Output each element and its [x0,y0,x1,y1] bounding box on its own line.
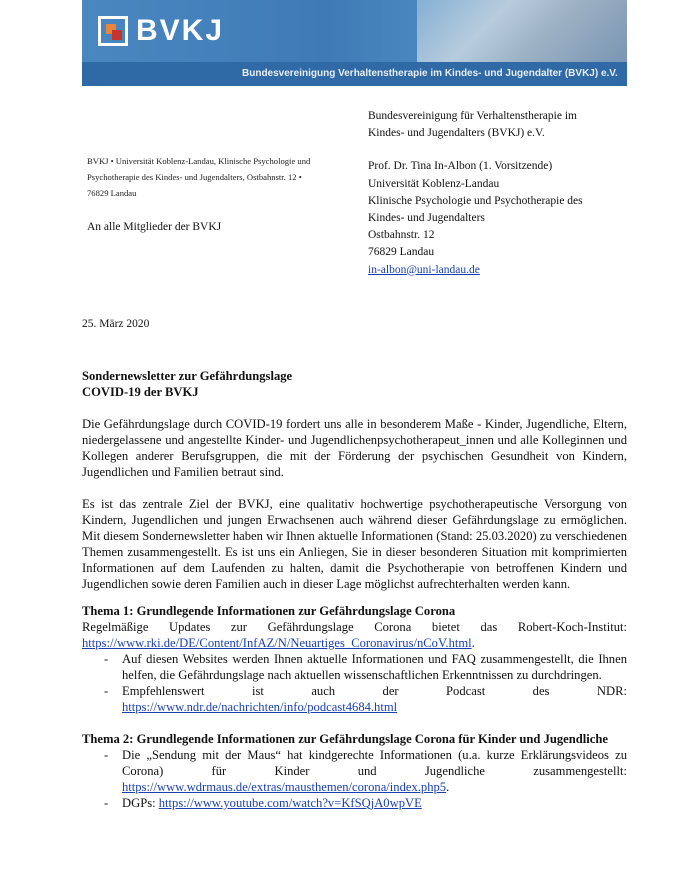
newsletter-title-line1: Sondernewsletter zur Gefährdungslage [82,369,293,383]
thema1-intro: Regelmäßige Updates zur Gefährdungslage Corona bietet das Robert-Koch-Institut: https://www.rki.de/DE/Content/InfAZ/N/Neuartiges_Coronavirus/nCoV.html. [82,620,627,650]
thema2-heading: Thema 2: Grundlegende Informationen zur Gefährdungslage Corona für Kinder und Jugendliche [82,732,608,746]
intro-paragraph: Die Gefährdungslage durch COVID-19 fordert uns alle in besonderem Maße - Kinder, Jugendliche, Eltern, niedergelassene und angestellte Kinder- und Jugendlichenpsychotherapeut_innen und alle Kolleginnen und Kollegen anderer Berufsgruppen, die mit der Förderung der psychischen Gesundheit von Kindern, Jugendlichen und Familien betraut sind. [82,417,627,479]
list-item: - Die „Sendung mit der Maus“ hat kindgerechte Informationen (u.a. kurze Erklärungsvideos zu Corona) für Kinder und Jugendliche zusammengestellt: https://www.wdrmaus.de/extras/mausthemen/corona/index.php5. [122,747,627,795]
thema2-list [82,747,627,811]
goal-paragraph: Es ist das zentrale Ziel der BVKJ, eine qualitativ hochwertige psychotherapeutische Versorgung von Kindern, Jugendlichen und jungen Erwachsenen auch während dieser Gefährdungslage zu ermöglichen. Mit diesem Sondernewsletter haben wir Ihnen aktuelle Informationen (Stand: 25.03.2020) zu verschiedenen Themen zusammengestellt. Es ist uns ein Anliegen, Sie in dieser besonderen Situation mit komprimierten Informationen auf dem Laufenden zu halten, damit die Psychotherapie von betroffenen Kindern und Jugendlichen sowie deren Familien auch in dieser Lage möglichst aufrechterhalten werden kann. [82,497,627,591]
email-link[interactable]: in-albon@uni-landau.de [368,263,480,276]
header-banner [82,0,627,86]
ndr-podcast-link[interactable]: https://www.ndr.de/nachrichten/info/podcast4684.html [122,700,398,714]
thema1-list [82,651,627,715]
wdrmaus-link[interactable]: https://www.wdrmaus.de/extras/mausthemen/corona/index.php5 [122,780,447,794]
list-item: - Empfehlenswert ist auch der Podcast des NDR: https://www.ndr.de/nachrichten/info/podcast4684.html [122,683,627,715]
sender-address-block: Bundesvereinigung für Verhaltenstherapie im Kindes- und Jugendalters (BVKJ) e.V. Prof. Dr. Tina In-Albon (1. Vorsitzende) Universität Koblenz-Landau Klinische Psychologie und Psychotherapie des Kindes- und Jugendalters Ostbahnstr. 12 76829 Landau in-albon@uni-landau.de [368,110,583,276]
sender-return-address: BVKJ • Universität Koblenz-Landau, Klinische Psychologie und Psychotherapie des Kindes- und Jugendalters, Ostbahnstr. 12 • 76829 Landau [87,156,311,198]
recipient: An alle Mitglieder der BVKJ [87,221,222,233]
logo-icon [98,16,128,46]
rki-link[interactable]: https://www.rki.de/DE/Content/InfAZ/N/Neuartiges_Coronavirus/nCoV.html [82,636,472,650]
logo-text: BVKJ [136,14,225,47]
youtube-link[interactable]: https://www.youtube.com/watch?v=KfSQjA0wpVE [158,796,422,810]
letter-date: 25. März 2020 [82,318,150,330]
banner-subtitle: Bundesvereinigung Verhaltenstherapie im Kindes- und Jugendalter (BVKJ) e.V. [242,68,618,79]
thema1-heading: Thema 1: Grundlegende Informationen zur Gefährdungslage Corona [82,604,456,618]
newsletter-title-line2: COVID-19 der BVKJ [82,385,199,399]
banner-photo [417,0,627,62]
list-item: - DGPs: https://www.youtube.com/watch?v=KfSQjA0wpVE [122,795,627,811]
list-item: - Auf diesen Websites werden Ihnen aktuelle Informationen und FAQ zusammengestellt, die Ihnen helfen, die Gefährdungslage nach aktuellen wissenschaftlichen Erkenntnissen zu durchdringen. [122,651,627,683]
letter-body [82,368,627,811]
